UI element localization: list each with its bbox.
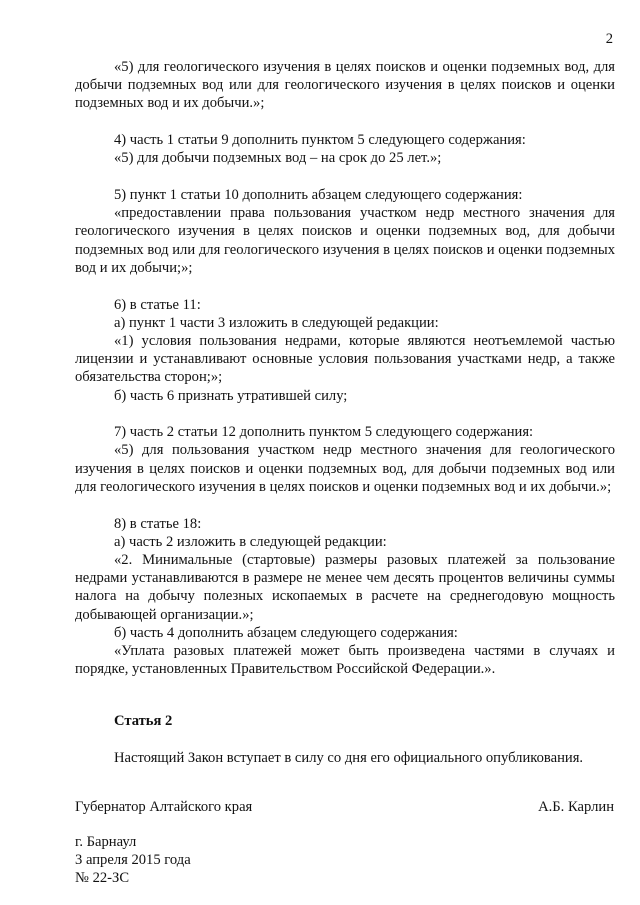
signature-block <box>75 798 615 816</box>
document-body <box>75 58 615 767</box>
footer-number: № 22-ЗС <box>75 870 130 887</box>
document-footer <box>75 833 191 888</box>
paragraph: 5) пункт 1 статьи 10 дополнить абзацем следующего содержания: <box>114 187 523 204</box>
paragraph: «1) условия пользования недрами, которые являются неотъемлемой частью лицензии и устанавливают основные условия пользования участками недр, а также обязательства сторон;»; <box>75 332 615 386</box>
footer-date: 3 апреля 2015 года <box>75 852 191 869</box>
paragraph: «предоставлении права пользования участком недр местного значения для геологического изучения в целях поисков и оценки подземных вод, для добычи подземных вод или для геологического изучения в целях поисков и оценки подземных вод и их добычи;»; <box>75 205 615 276</box>
signature-title: Губернатор Алтайского края <box>75 799 253 815</box>
paragraph: а) пункт 1 части 3 изложить в следующей редакции: <box>114 314 439 331</box>
paragraph: б) часть 4 дополнить абзацем следующего содержания: <box>114 624 458 641</box>
signature-name: А.Б. Карлин <box>538 799 614 815</box>
footer-city: г. Барнаул <box>75 834 137 850</box>
paragraph: б) часть 6 признать утратившей силу; <box>114 387 348 404</box>
paragraph: 8) в статье 18: <box>114 515 202 532</box>
paragraph: «5) для геологического изучения в целях поисков и оценки подземных вод, для добычи подземных вод или для геологического изучения в целях поисков и оценки подземных вод и их добычи.»; <box>75 59 615 112</box>
article-text: Настоящий Закон вступает в силу со дня его официального опубликования. <box>114 749 584 766</box>
paragraph: «5) для добычи подземных вод – на срок до 25 лет.»; <box>114 150 442 167</box>
paragraph: а) часть 2 изложить в следующей редакции: <box>114 533 387 550</box>
paragraph: «5) для пользования участком недр местного значения для геологического изучения в целях поисков и оценки подземных вод, для добычи подземных вод или для геологического изучения в целях поисков и оценки подземных вод и их добычи.»; <box>75 442 615 495</box>
article-heading: Статья 2 <box>114 712 173 729</box>
paragraph: 6) в статье 11: <box>114 296 201 313</box>
page-number: 2 <box>605 31 613 47</box>
paragraph: 4) часть 1 статьи 9 дополнить пунктом 5 следующего содержания: <box>114 132 526 149</box>
amendment-list <box>75 58 615 678</box>
paragraph: «2. Минимальные (стартовые) размеры разовых платежей за пользование недрами устанавливаются в размере не менее чем десять процентов величины суммы налога на добычу полезных ископаемых в расчете на среднегодовую мощность добывающей организации.»; <box>75 551 615 623</box>
paragraph: «Уплата разовых платежей может быть произведена частями в случаях и порядке, установленных Правительством Российской Федерации.». <box>75 642 615 678</box>
paragraph: 7) часть 2 статьи 12 дополнить пунктом 5 следующего содержания: <box>114 424 534 441</box>
